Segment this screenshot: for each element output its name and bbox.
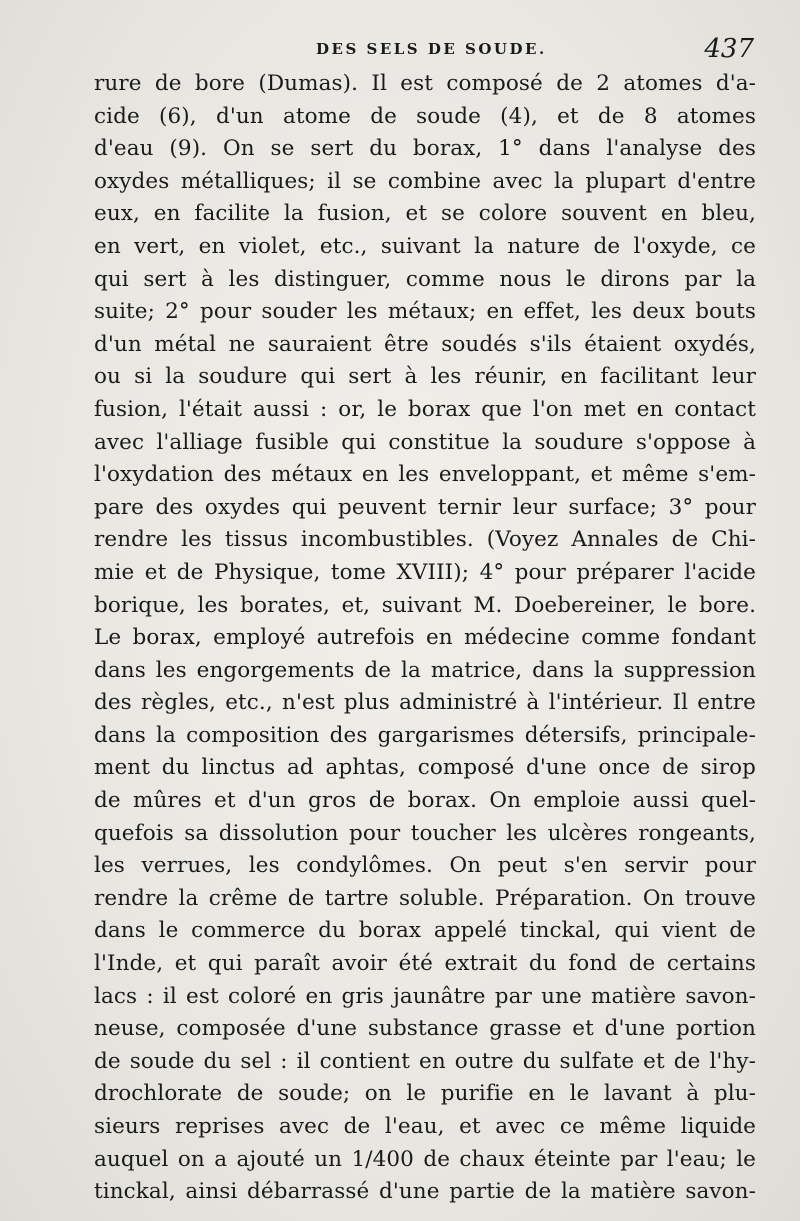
text-line: neuse, composée d'une substance grasse et d'une portion	[94, 1016, 756, 1042]
text-line: fusion, l'était aussi : or, le borax que l'on met en contact	[94, 396, 756, 422]
text-line: mie et de Physique, tome XVIII); 4° pour préparer l'acide	[94, 559, 756, 585]
text-line: de soude du sel : il contient en outre du sulfate et de l'hy-	[94, 1048, 756, 1074]
text-line: quefois sa dissolution pour toucher les ulcères rongeants,	[94, 820, 756, 846]
text-line: auquel on a ajouté un 1/400 de chaux éteinte par l'eau; le	[94, 1146, 756, 1172]
text-line: rure de bore (Dumas). Il est composé de 2 atomes d'a-	[94, 71, 756, 96]
text-line: dans la composition des gargarismes détersifs, principale-	[94, 722, 756, 748]
text-line: eux, en facilite la fusion, et se colore souvent en bleu,	[94, 201, 756, 227]
text-line: en vert, en violet, etc., suivant la nature de l'oxyde, ce	[94, 233, 756, 259]
text-line: l'Inde, et qui paraît avoir été extrait du fond de certains	[94, 951, 756, 977]
text-line: de mûres et d'un gros de borax. On emploie aussi quel-	[94, 788, 756, 814]
text-line: dans les engorgements de la matrice, dans la suppression	[94, 657, 756, 683]
text-line: les verrues, les condylômes. On peut s'en servir pour	[94, 853, 756, 879]
page-header	[86, 34, 766, 68]
text-line: pare des oxydes qui peuvent ternir leur surface; 3° pour	[94, 494, 756, 520]
text-line: des règles, etc., n'est plus administré à l'intérieur. Il entre	[94, 690, 756, 716]
text-line: lacs : il est coloré en gris jaunâtre par une matière savon-	[94, 983, 756, 1009]
text-line: dans le commerce du borax appelé tinckal, qui vient de	[94, 918, 756, 944]
text-line: d'eau (9). On se sert du borax, 1° dans l'analyse des	[94, 136, 756, 162]
text-line: cide (6), d'un atome de soude (4), et de 8 atomes	[94, 103, 756, 129]
text-line: suite; 2° pour souder les métaux; en effet, les deux bouts	[94, 299, 756, 325]
text-line: avec l'alliage fusible qui constitue la soudure s'oppose à	[94, 429, 756, 455]
page-number: 437	[704, 34, 754, 64]
text-line: sieurs reprises avec de l'eau, et avec ce même liquide	[94, 1114, 756, 1139]
text-line: drochlorate de soude; on le purifie en le lavant à plu-	[94, 1081, 756, 1107]
text-line: Le borax, employé autrefois en médecine comme fondant	[94, 625, 756, 651]
running-title: DES SELS DE SOUDE.	[316, 40, 547, 58]
text-line: borique, les borates, et, suivant M. Doebereiner, le bore.	[94, 592, 756, 618]
text-line: rendre les tissus incombustibles. (Voyez Annales de Chi-	[94, 527, 756, 553]
text-line: rendre la crême de tartre soluble. Préparation. On trouve	[94, 885, 756, 911]
text-line: d'un métal ne sauraient être soudés s'ils étaient oxydés,	[94, 331, 756, 357]
text-line: oxydes métalliques; il se combine avec la plupart d'entre	[94, 168, 756, 194]
body-text	[94, 68, 756, 1209]
text-line: ou si la soudure qui sert à les réunir, en facilitant leur	[94, 364, 756, 390]
text-line: qui sert à les distinguer, comme nous le dirons par la	[94, 266, 756, 292]
text-line: ment du linctus ad aphtas, composé d'une once de sirop	[94, 755, 756, 781]
text-line: l'oxydation des métaux en les enveloppant, et même s'em-	[94, 462, 756, 488]
text-line: tinckal, ainsi débarrassé d'une partie de la matière savon-	[94, 1179, 756, 1205]
